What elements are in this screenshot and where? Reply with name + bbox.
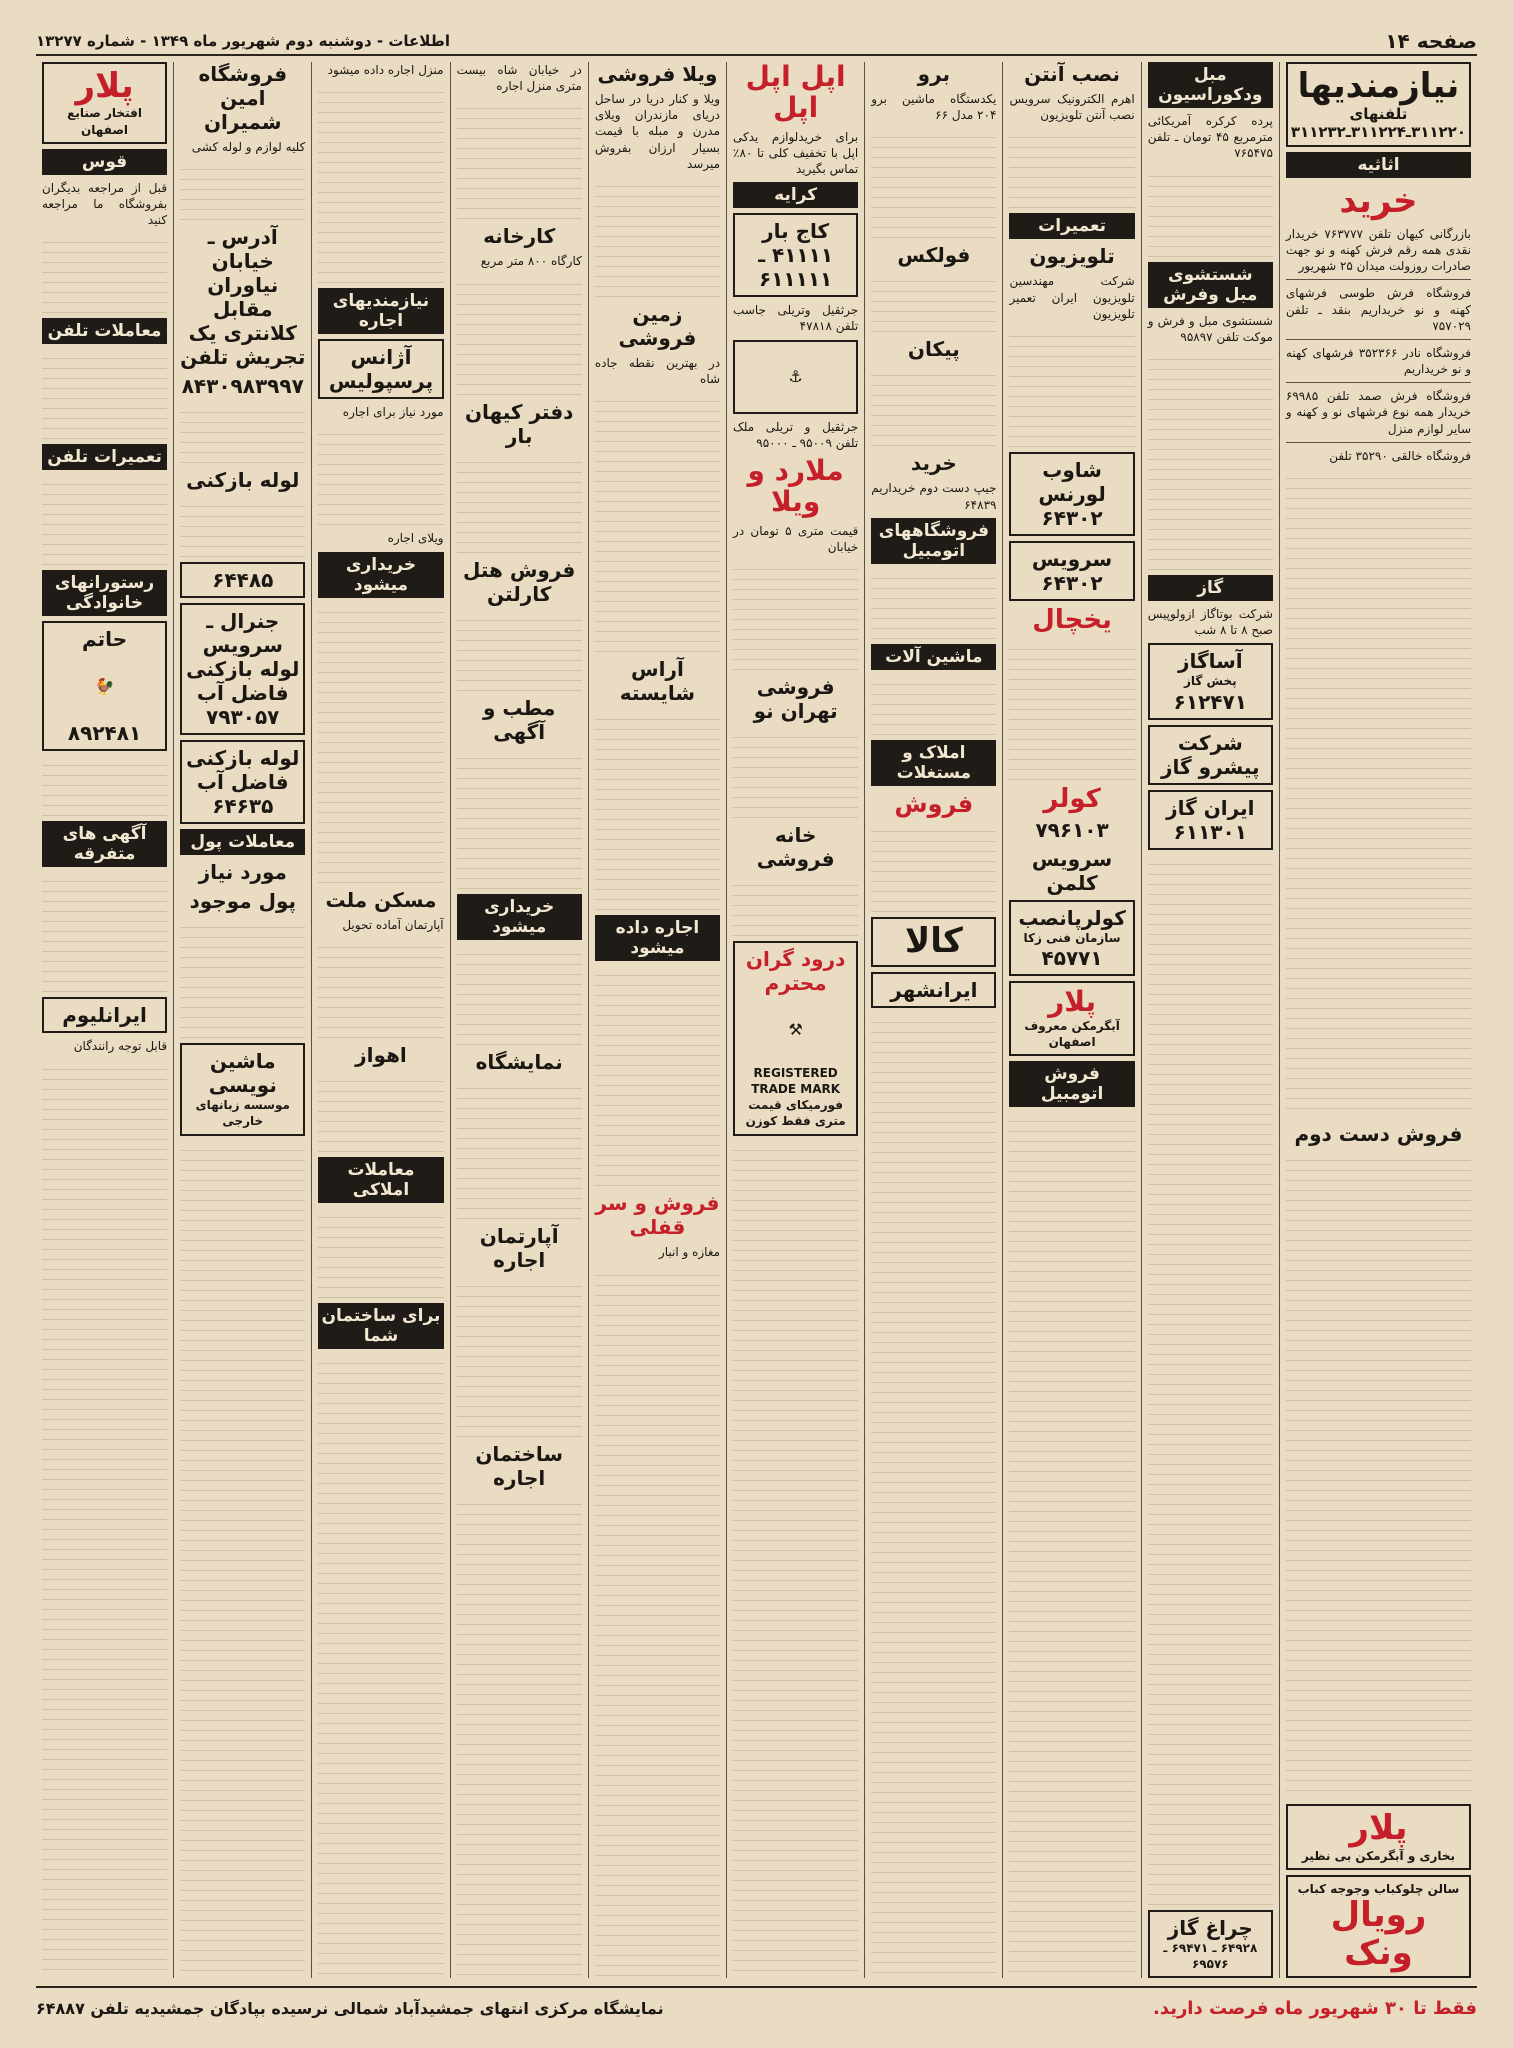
- general-ad: [180, 603, 305, 735]
- section-title: اهواز: [355, 1042, 407, 1067]
- iranshahr-title: ایرانشهر: [890, 977, 978, 1002]
- section-header: نیازمندیهای اجاره: [318, 288, 443, 334]
- classified-ad: منزل اجاره داده میشود: [327, 63, 444, 77]
- classified-ad: کارگاه ۸۰۰ متر مربع: [480, 254, 582, 269]
- pishro-title: شرکت پیشرو گاز: [1161, 730, 1260, 779]
- classified-ad: فروشگاه فرش صمد تلفن ۶۹۹۸۵ خریدار همه نوع فرشهای نو و کهنه و سایر لوازم منزل: [1285, 389, 1471, 436]
- text-filler: [1148, 855, 1273, 1905]
- classified-ad: برای خریدلوازم یدکی اپل با تخفیف کلی تا ۸۰٪ تماس بگیرید: [733, 129, 859, 176]
- kozan-text: فورمیکای قیمت متری فقط کوزن: [745, 1098, 846, 1129]
- fridge-title: یخچال: [1032, 604, 1112, 635]
- section-title: مطب و آگهی: [482, 695, 556, 744]
- section-header: فروش اتومبیل: [1009, 1061, 1134, 1107]
- palar-ad-3: [42, 62, 167, 144]
- irangaz-title: ایران گاز: [1166, 795, 1255, 820]
- apple-title: اپل اپل اپل: [745, 60, 846, 124]
- text-filler: [457, 453, 582, 553]
- hatam-title: حاتم: [81, 627, 128, 652]
- column-8: [311, 62, 449, 1978]
- sazman-title: سازمان فنی زکا: [1023, 931, 1121, 946]
- text-filler: [180, 497, 305, 557]
- shop-title: فروشگاه امین شمیران: [198, 62, 288, 134]
- lule2-phone: ۶۴۶۳۵: [212, 794, 274, 819]
- section-header: خریداری میشود: [457, 894, 582, 940]
- text-filler: [871, 675, 996, 735]
- palar-subtitle: بخاری و آبگرمکن بی نظیر: [1301, 1848, 1456, 1863]
- lule2-ad: [180, 740, 305, 824]
- text-filler: [457, 1277, 582, 1437]
- column-4: [864, 62, 1002, 1978]
- text-filler: [1009, 640, 1134, 780]
- asagaz-subtitle: پخش گاز: [1183, 674, 1237, 689]
- service-title: سرویس: [1031, 546, 1113, 571]
- asagaz-ad: [1148, 643, 1273, 719]
- section-title: خرید: [910, 451, 957, 476]
- text-filler: [733, 728, 858, 818]
- text-filler: [871, 366, 996, 446]
- rooster-logo: 🐓: [94, 676, 115, 696]
- palar2-subtitle: آبگرمکن معروف اصفهان: [1024, 1019, 1120, 1050]
- shaub-title: شاوب لورنس: [1038, 457, 1106, 506]
- column-2: [1141, 62, 1279, 1978]
- iranlium-title: ایرانلیوم: [62, 1003, 147, 1028]
- palar3-subtitle: افتخار صنایع اصفهان: [67, 106, 142, 137]
- palar-ad-2: [1009, 981, 1134, 1056]
- classified-ad: ویلای اجاره: [387, 531, 444, 546]
- text-filler: [180, 918, 305, 1038]
- text-filler: [42, 1060, 167, 1978]
- classifieds-header-box: [1286, 62, 1471, 147]
- cooler-title: کولر: [1043, 783, 1101, 814]
- classified-ad: قبل از مراجعه بدیگران بفروشگاه ما مراجعه کنید: [41, 180, 168, 228]
- royal-title: رویال ونک: [1330, 1895, 1427, 1973]
- footer: [36, 1986, 1477, 2028]
- section-title: زمین فروشی: [618, 301, 697, 350]
- section-title: تلویزیون: [1029, 244, 1115, 269]
- section-title: نصب آنتن: [1024, 62, 1121, 86]
- section-header: معاملات املاکی: [318, 1157, 443, 1203]
- section-title: برو: [917, 62, 951, 86]
- kajbar-title: کاج بار: [762, 219, 830, 244]
- section-title: دفتر کیهان بار: [464, 399, 574, 448]
- palar3-title: پلار: [75, 66, 134, 106]
- iranshahr-ad: [871, 972, 996, 1008]
- text-filler: [871, 272, 996, 332]
- text-filler: [180, 160, 305, 220]
- classified-ad: جیپ دست دوم خریداریم ۶۴۸۳۹: [871, 481, 997, 512]
- general-title: جنرال ـ سرویس لوله بازکنی فاضل آب: [186, 609, 300, 706]
- section-title: فروشی تهران نو: [753, 674, 838, 723]
- section-title: فروش هتل کارلتن: [462, 557, 576, 606]
- ship-logo: ⚓: [733, 340, 858, 414]
- classified-ad: قیمت متری ۵ تومان در خیابان: [733, 523, 859, 554]
- darood-ad: [733, 941, 858, 1136]
- classified-ad: فروشگاه نادر ۳۵۲۳۶۶ فرشهای کهنه و نو خریداریم: [1285, 345, 1472, 377]
- section-title: پیکان: [907, 337, 960, 362]
- classified-ad: جرثقیل و تریلی ملک تلفن ۹۵۰۰۹ ـ ۹۵۰۰۰: [733, 419, 859, 450]
- section-header: خریداری میشود: [318, 552, 443, 598]
- section-header: اجاره داده میشود: [595, 915, 720, 961]
- text-filler: [318, 938, 443, 1038]
- text-filler: [871, 1013, 996, 1978]
- classifieds-phones: تلفنهای ۳۱۱۲۲۰ـ۳۱۱۲۲۴ـ۳۱۱۲۳۲: [1290, 105, 1466, 142]
- text-filler: [42, 756, 167, 816]
- text-filler: [318, 1354, 443, 1978]
- text-filler: [318, 1208, 443, 1298]
- text-filler: [42, 872, 167, 992]
- classified-ad: جرثقیل وتریلی جاسب تلفن ۴۷۸۱۸: [733, 303, 859, 334]
- section-header: فروشگاههای اتومبیل: [871, 518, 996, 564]
- column-9: [173, 62, 311, 1978]
- coolerpansept-ad: [1009, 900, 1134, 976]
- text-filler: [457, 945, 582, 1045]
- text-filler: [1009, 128, 1134, 208]
- text-filler: [457, 611, 582, 691]
- trademark-text: REGISTERED TRADE MARK: [751, 1065, 841, 1097]
- service-phone: ۶۴۳۰۲: [1041, 570, 1103, 595]
- language-text: موسسه زبانهای خارجی: [195, 1098, 290, 1129]
- hatam-ad: [42, 621, 167, 751]
- column-5: [726, 62, 864, 1978]
- section-header: شستشوی مبل وفرش: [1148, 262, 1273, 308]
- general-phone: ۷۹۳۰۵۷: [206, 705, 280, 730]
- section-header: تعمیرات: [1009, 213, 1134, 239]
- section-header: مبل ودکوراسیون: [1148, 62, 1273, 108]
- classified-ad: آپارتمان آماده تحویل: [342, 917, 444, 932]
- section-header: املاک و مستغلات: [871, 740, 996, 786]
- section-title: لوله بازکنی: [186, 468, 300, 493]
- classified-ad: مغازه و انبار: [658, 1245, 721, 1260]
- irangaz-ad: [1148, 790, 1273, 850]
- shaub-ad: [1009, 452, 1134, 536]
- irangaz-phone: ۶۱۱۳۰۱: [1173, 819, 1247, 844]
- section-title: ویلا فروشی: [597, 62, 718, 86]
- cooler-phone: ۷۹۶۱۰۳: [1035, 818, 1109, 843]
- mallard-title: ملارد و ویلا: [747, 453, 844, 518]
- text-filler: [733, 876, 858, 936]
- section-title: آپارتمان اجاره: [479, 1223, 559, 1272]
- text-filler: [318, 603, 443, 883]
- darood-title: درود گران محترم: [745, 946, 846, 995]
- text-filler: [457, 1495, 582, 1978]
- shaub-phone: ۶۴۳۰۲: [1041, 505, 1103, 530]
- section-header: رستورانهای خانوادگی: [42, 570, 167, 616]
- hatam-phone: ۸۹۲۴۸۱: [67, 721, 142, 746]
- asagaz-title: آساگاز: [1177, 649, 1243, 674]
- section-title: مورد نیاز: [198, 860, 287, 885]
- section-title: خانه فروشی: [756, 822, 835, 871]
- section-header: اثاثیه: [1286, 152, 1471, 178]
- classified-ad: ویلا و کنار دریا در ساحل دریای مازندران ویلای مدرن و مبله با قیمت بسیار ارزان بفروش میرسد: [594, 92, 721, 171]
- classified-ad: شرکت بوتاگاز ازولوپیس صبح ۸ تا ۸ شب: [1147, 606, 1273, 638]
- text-filler: [457, 99, 582, 219]
- text-filler: [318, 425, 443, 525]
- columns: [36, 62, 1477, 1978]
- text-filler: [1148, 350, 1273, 570]
- column-3: [1002, 62, 1140, 1978]
- text-filler: [1286, 469, 1471, 1117]
- trademark-logo: ⚒: [788, 1020, 803, 1040]
- classifieds-title: نیازمندیها: [1297, 66, 1460, 106]
- service-ad: [1009, 541, 1134, 601]
- section-header: معاملات پول: [180, 829, 305, 855]
- section-header: آگهی های متفرقه: [42, 821, 167, 867]
- asagaz-phone: ۶۱۲۴۷۱: [1173, 689, 1247, 714]
- text-filler: [1286, 1151, 1471, 1799]
- section-title: ساختمان اجاره: [475, 1441, 564, 1490]
- classified-ad: فروشگاه فرش طوسی فرشهای کهنه و نو خریداریم بنقد ـ تلفن ۷۵۷۰۲۹: [1285, 286, 1471, 333]
- text-filler: [42, 475, 167, 565]
- section-header: کرایه: [733, 182, 858, 208]
- section-title: آراس شایسته: [619, 657, 696, 706]
- forush-title: فروش: [894, 789, 974, 818]
- classified-ad: یکدستگاه ماشین برو ۲۰۴ مدل ۶۶: [871, 92, 997, 123]
- text-filler: [180, 403, 305, 463]
- section-title: کارخانه: [483, 224, 556, 249]
- address-phone: ۸۴۳۰۹۸۳۹۹۷: [181, 374, 304, 399]
- text-filler: [457, 275, 582, 395]
- section-header: قوس: [42, 149, 167, 175]
- iranlium-ad: [42, 997, 167, 1033]
- column-6: [588, 62, 726, 1978]
- kala-title: کالا: [904, 921, 963, 962]
- address-text: آدرس ـ خیابان نیاوران مقابل کلانتری یک تجریش تلفن: [180, 225, 306, 370]
- kajbar-phone: ۴۱۱۱۱ ـ ۶۱۱۱۱۱: [758, 243, 834, 292]
- masthead: [36, 28, 1477, 56]
- text-filler: [595, 710, 720, 910]
- column-7: [450, 62, 588, 1978]
- classified-ad: فروشگاه خالقی ۳۵۲۹۰ تلفن: [1329, 448, 1471, 463]
- column-1: [1279, 62, 1477, 1978]
- palar-ad: [1286, 1804, 1471, 1870]
- classified-ad: در بهترین نقطه جاده شاه: [594, 355, 721, 387]
- text-filler: [733, 1141, 858, 1978]
- mashin-title: ماشین نویسی: [208, 1049, 277, 1098]
- cheragh-ad: [1148, 1910, 1273, 1978]
- section-header: گاز: [1148, 575, 1273, 601]
- persepolis-ad: [318, 339, 443, 399]
- palar-title: پلار: [1349, 1808, 1408, 1849]
- royal-subtitle: سالن چلوکباب وجوجه کباب: [1297, 1882, 1460, 1897]
- column-10: [36, 62, 173, 1978]
- buy-title: خرید: [1339, 181, 1418, 222]
- section-title: فروش دست دوم: [1294, 1122, 1463, 1147]
- classified-ad: در خیابان شاه بیست متری منزل اجاره: [456, 63, 582, 94]
- text-filler: [457, 749, 582, 889]
- text-filler: [595, 392, 720, 652]
- cheragh-phone: ۶۴۹۲۸ ـ ۶۹۴۷۱ ـ ۶۹۵۷۶: [1163, 1940, 1258, 1971]
- section-header: معاملات تلفن: [42, 318, 167, 344]
- language-ad: [180, 1043, 305, 1135]
- kala-ad: [871, 917, 996, 966]
- section-title: فولکس: [897, 243, 971, 268]
- issue-info: اطلاعات - دوشنبه دوم شهریور ماه ۱۳۴۹ - شماره ۱۳۲۷۷: [36, 32, 450, 50]
- footer-left: نمایشگاه مرکزی انتهای جمشیدآباد شمالی نرسیده بپادگان جمشیدیه تلفن ۶۴۸۸۷: [36, 1998, 664, 2018]
- coolerpansept-title: کولرپانصب: [1018, 906, 1126, 931]
- sazman-phone: ۴۵۷۷۱: [1041, 946, 1103, 971]
- page-number: صفحه ۱۴: [1385, 29, 1477, 53]
- lule-phone: ۶۴۴۸۵: [212, 568, 274, 593]
- text-filler: [1009, 1112, 1134, 1978]
- text-filler: [595, 966, 720, 1186]
- text-filler: [318, 83, 443, 283]
- text-filler: [595, 177, 720, 297]
- cheragh-title: چراغ گاز: [1167, 1915, 1253, 1940]
- section-title: مسکن ملت: [325, 887, 437, 912]
- text-filler: [733, 560, 858, 670]
- classified-ad: اهرم الکترونیک سرویس نصب آنتن تلویزیون: [1009, 92, 1135, 123]
- text-filler: [180, 1141, 305, 1978]
- klemen-title: سرویس کلمن: [1031, 847, 1113, 896]
- classified-ad: پرده کرکره آمریکائی مترمربع ۴۵ تومان ـ تلفن ۷۶۵۴۷۵: [1147, 114, 1273, 161]
- classified-ad: قابل توجه رانندگان: [73, 1039, 168, 1054]
- classified-ad: شرکت مهندسین تلویزیون ایران تعمیر تلویزیون: [1009, 274, 1135, 321]
- section-title: نمایشگاه: [475, 1049, 563, 1074]
- classified-ad: بازرگانی کیهان تلفن ۷۶۳۷۷۷ خریدار نقدی همه رقم فرش کهنه و نو جهت صادرات روزولت میدان ۲۵ شهریور: [1285, 226, 1471, 274]
- text-filler: [871, 822, 996, 912]
- kajbar-ad: [733, 213, 858, 297]
- lule2-title: لوله بازکنی فاضل آب: [186, 746, 300, 795]
- palar2-title: پلار: [1048, 985, 1097, 1019]
- text-filler: [42, 233, 167, 313]
- lule-ad: [180, 562, 305, 598]
- section-header: برای ساختمان شما: [318, 1303, 443, 1349]
- classified-ad: مورد نیاز برای اجاره: [342, 405, 444, 420]
- classified-ad: شستشوی مبل و فرش و موکت تلفن ۹۵۸۹۷: [1147, 313, 1273, 344]
- text-filler: [871, 128, 996, 238]
- text-filler: [1009, 327, 1134, 447]
- classified-ad: کلیه لوازم و لوله کشی: [191, 140, 306, 154]
- section-header: ماشین آلات: [871, 644, 996, 670]
- text-filler: [595, 1266, 720, 1979]
- text-filler: [871, 569, 996, 639]
- section-title: پول موجود: [189, 889, 297, 914]
- text-filler: [42, 349, 167, 439]
- section-header: تعمیرات تلفن: [42, 444, 167, 470]
- text-filler: [1148, 167, 1273, 257]
- section-title: فروش و سر قفلی: [595, 1191, 720, 1240]
- pishro-ad: [1148, 725, 1273, 785]
- text-filler: [457, 1079, 582, 1219]
- text-filler: [318, 1072, 443, 1152]
- footer-right: فقط تا ۳۰ شهریور ماه فرصت دارید.: [1152, 1997, 1477, 2019]
- persepolis-title: آژانس پرسپولیس: [328, 345, 434, 394]
- royal-ad: [1286, 1875, 1471, 1978]
